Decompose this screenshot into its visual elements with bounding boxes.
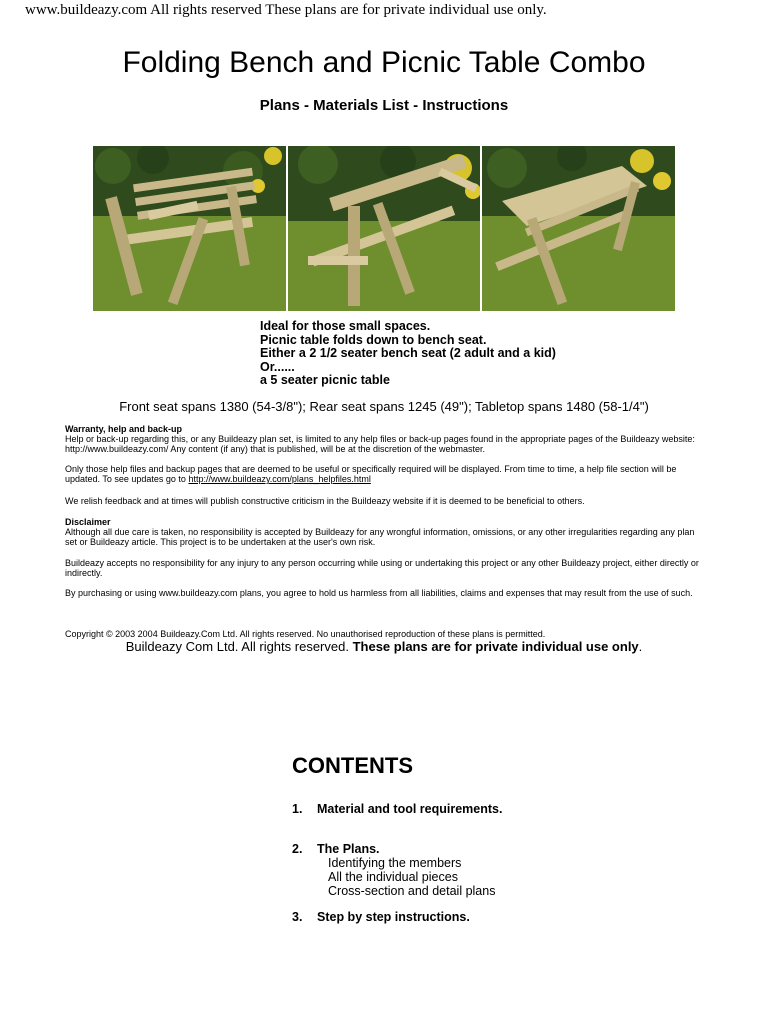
injury-paragraph: Buildeazy accepts no responsibility for any injury to any person occurring while using or undertaking this project or any other Buildeazy project, either directly or indirectly. — [65, 558, 699, 579]
warranty-body: Help or back-up regarding this, or any Buildeazy plan set, is limited to any help files or back-up pages found in the appropriate pages of the Buildeazy website: http://www.buildeazy.com/ Any content (if any) that is published, will be at the discretion of the webmaster. — [65, 434, 695, 455]
disclaimer-heading: Disclaimer — [65, 517, 111, 527]
folding-transition-photo — [288, 146, 480, 311]
feature-list — [260, 320, 556, 388]
copyright-line: Copyright © 2003 2004 Buildeazy.Com Ltd. All rights reserved. No unauthorised reproduction of these plans is permitted. — [65, 629, 546, 639]
disclaimer-body: Although all due care is taken, no responsibility is accepted by Buildeazy for any wrongful information, omissions, or any other irregularities regarding any plan set or Buildeazy article. This project is to be undertaken at the user's own risk. — [65, 527, 695, 548]
document-subtitle: Plans - Materials List - Instructions — [259, 97, 509, 114]
toc-item — [292, 842, 495, 898]
purchasing-paragraph: By purchasing or using www.buildeazy.com plans, you agree to hold us harmless from all liabilities, claims and expenses that may result from the use of such. — [65, 588, 693, 598]
toc-item-number: 3. — [292, 910, 303, 924]
toc-item-label: Material and tool requirements. — [317, 802, 503, 816]
toc-item-label: The Plans. — [317, 842, 380, 856]
toc-item — [292, 802, 502, 816]
toc-subitem: All the individual pieces — [328, 870, 458, 884]
warranty-section — [65, 424, 705, 455]
feedback-paragraph: We relish feedback and at times will publish constructive criticism in the Buildeazy website if it is deemed to be beneficial to others. — [65, 496, 585, 506]
help-files-link[interactable]: http://www.buildeazy.com/plans_helpfiles.html — [188, 474, 371, 485]
contents-title: CONTENTS — [292, 753, 413, 778]
feature-line: Or...... — [260, 359, 295, 374]
help-files-text: Only those help files and backup pages that are deemed to be useful or specifically required will be displayed. From time to time, a help file section will be updated. To see updates go to — [65, 464, 677, 485]
document-title: Folding Bench and Picnic Table Combo — [122, 46, 646, 79]
toc-item-label: Step by step instructions. — [317, 910, 470, 924]
picnic-table-mode-photo — [482, 146, 675, 311]
feature-line: a 5 seater picnic table — [260, 373, 390, 388]
feature-line: Either a 2 1/2 seater bench seat (2 adult and a kid) — [260, 346, 556, 361]
rights-line-end: . — [638, 639, 643, 654]
bench-mode-photo — [93, 146, 286, 311]
toc-item — [292, 910, 470, 924]
warranty-heading: Warranty, help and back-up — [65, 424, 183, 434]
rights-line-normal: Buildeazy Com Ltd. All rights reserved. — [125, 639, 353, 654]
rights-line-bold: These plans are for private individual use only — [352, 639, 639, 654]
disclaimer-section — [65, 517, 705, 548]
feature-line: Picnic table folds down to bench seat. — [260, 332, 487, 347]
toc-item-number: 1. — [292, 802, 303, 816]
toc-subitem: Identifying the members — [328, 856, 462, 870]
feature-line: Ideal for those small spaces. — [260, 319, 431, 333]
rights-line — [0, 639, 768, 654]
toc-subitem: Cross-section and detail plans — [328, 884, 496, 898]
toc-item-number: 2. — [292, 842, 303, 856]
help-files-paragraph — [65, 464, 705, 484]
dimension-spans: Front seat spans 1380 (54-3/8"); Rear seat spans 1245 (49"); Tabletop spans 1480 (58-1/4") — [119, 399, 649, 414]
header-notice: www.buildeazy.com All rights reserved These plans are for private individual use only. — [25, 2, 547, 18]
